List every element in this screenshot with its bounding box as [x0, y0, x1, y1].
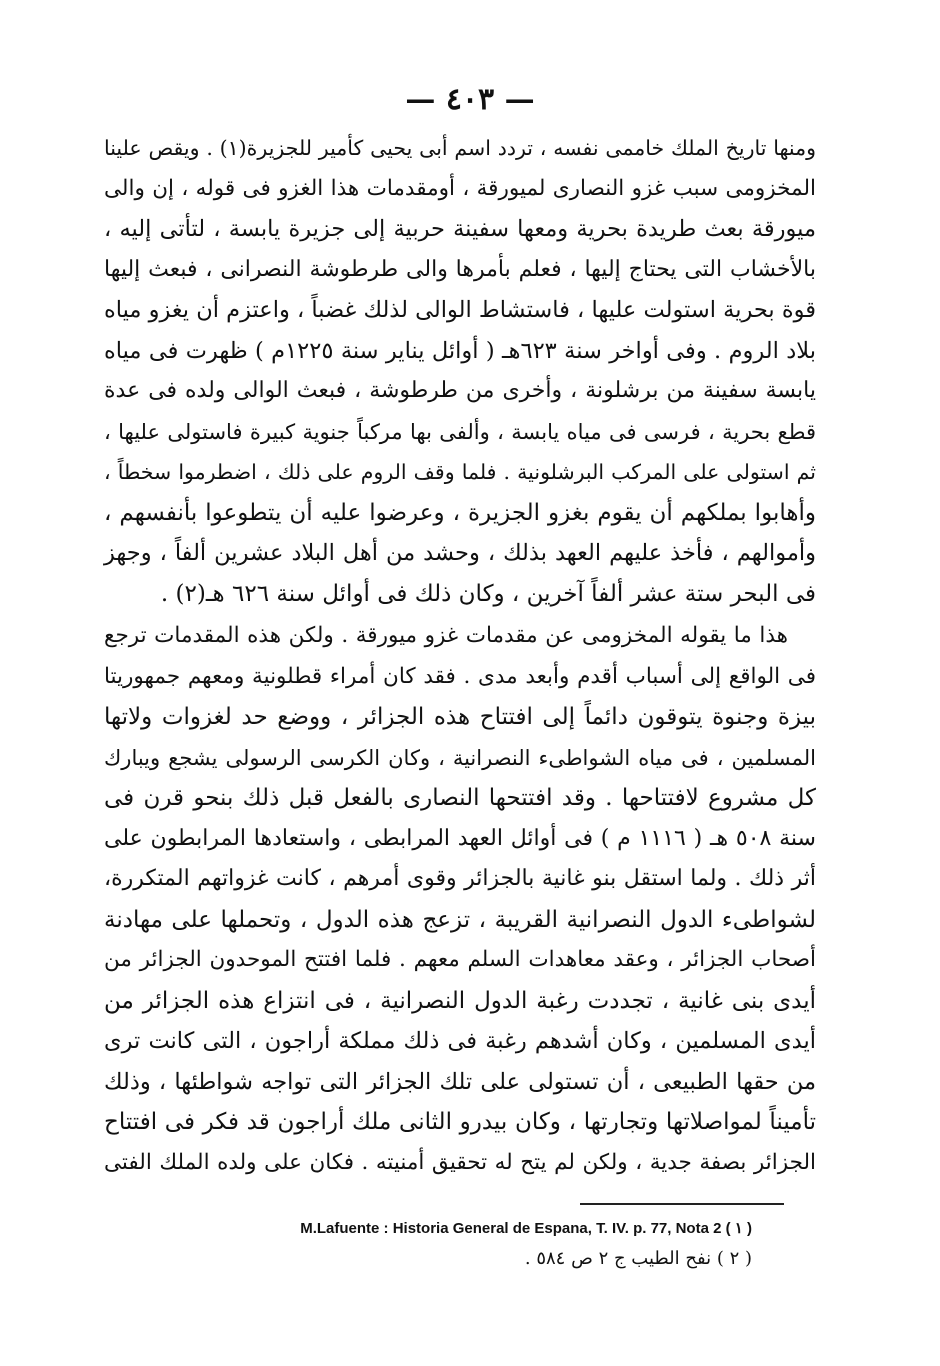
- text-line: أيدى المسلمين ، وكان أشدهم رغبة فى ذلك مملكة أراجون ، التى كانت ترى: [104, 1028, 816, 1054]
- text-line: بيزة وجنوة يتوقون دائماً إلى افتتاح هذه الجزائر ، ووضع حد لغزوات ولاتها: [104, 704, 816, 730]
- text-line: أيدى بنى غانية ، تجددت رغبة الدول النصرانية ، فى انتزاع هذه الجزائر من: [104, 987, 816, 1014]
- text-line: بالأخشاب التى يحتاج إليها ، فعلم بأمرها والى طرطوشة النصرانى ، فبعث إليها: [104, 256, 816, 282]
- text-line: فى البحر ستة عشر ألفاً آخرين ، وكان ذلك فى أوائل سنة ٦٢٦ هـ(٢) .: [160, 580, 816, 607]
- footnote-divider: [580, 1203, 784, 1205]
- text-line: المسلمين ، فى مياه الشواطىء النصرانية ، وكان الكرسى الرسولى يشجع ويبارك: [104, 745, 816, 770]
- text-line: تأميناً لمواصلاتها وتجارتها ، وكان بيدرو الثانى ملك أراجون قد فكر فى افتتاح: [104, 1109, 816, 1135]
- text-line: المخزومى سبب غزو النصارى لميورقة ، أومقدمات هذا الغزو فى قوله ، إن والى: [104, 175, 816, 201]
- text-line: فى الواقع إلى أسباب أقدم وأبعد مدى . فقد كان أمراء قطلونية ومعهم جمهوريتا: [104, 663, 816, 689]
- text-line: قطع بحرية ، فرسى فى مياه يابسة ، وألفى بها مركباً جنوية كبيرة فاستولى عليها ،: [104, 419, 816, 444]
- text-line: ثم استولى على المركب البرشلونية . فلما وقف الروم على ذلك ، اضطرموا سخطاً ،: [104, 460, 816, 484]
- paragraph-2: [104, 616, 816, 1183]
- text-line: ومنها تاريخ الملك خاممى نفسه ، تردد اسم أبى يحيى كأمير للجزيرة(١) . ويقص علينا: [104, 136, 817, 160]
- text-line: أثر ذلك . ولما استقل بنو غانية بالجزائر وقوى أمرهم ، كانت غزواتهم المتكررة،: [104, 866, 816, 891]
- text-line: لشواطىء الدول النصرانية القريبة ، تزعج هذه الدول ، وتحملها على مهادنة: [104, 906, 816, 933]
- text-line: هذا ما يقوله المخزومى عن مقدمات غزو ميورقة . ولكن هذه المقدمات ترجع: [104, 623, 788, 648]
- page-number: — ٤٠٣ —: [405, 82, 535, 117]
- text-line: يابسة سفينة من برشلونة ، وأخرى من طرطوشة ، فبعث الوالى ولده فى عدة: [104, 378, 816, 403]
- text-line: ميورقة بعث طريدة بحرية ومعها سفينة حربية إلى جزيرة يابسة ، لتأتى إليه ،: [104, 216, 816, 242]
- text-line: كل مشروع لافتتاحها . وقد افتتحها النصارى بالفعل قبل ذلك بنحو قرن فى: [104, 785, 816, 811]
- text-line: وأموالهم ، فأخذ عليهم العهد بذلك ، وحشد من أهل البلاد عشرين ألفاً ، وجهز: [104, 540, 816, 566]
- text-line: بلاد الروم . وفى أواخر سنة ٦٢٣هـ ( أوائل يناير سنة ١٢٢٥م ) ظهرت فى مياه: [104, 337, 816, 364]
- text-line: من حقها الطبيعى ، أن تستولى على تلك الجزائر التى تواجه شواطئها ، وذلك: [104, 1068, 816, 1095]
- text-line: سنة ٥٠٨ هـ ( ١١١٦ م ) فى أوائل العهد المرابطى ، واستعادها المرابطون على: [104, 825, 816, 851]
- text-line: وأهابوا بملكهم أن يقوم بغزو الجزيرة ، وعرضوا عليه أن يتطوعوا بأنفسهم ،: [104, 499, 816, 526]
- footnote-1: M.Lafuente : Historia General de Espana, T. IV. p. 77, Nota 2 ( ١ ): [300, 1220, 752, 1237]
- text-line: الجزائر بصفة جدية ، ولكن لم يتح له تحقيق أمنيته . فكان على ولده الملك الفتى: [104, 1149, 816, 1175]
- footnote-2: ( ٢ ) نفح الطيب ج ٢ ص ٥٨٤ .: [524, 1248, 752, 1269]
- text-line: قوة بحرية استولت عليها ، فاستشاط الوالى لذلك غضباً ، واعتزم أن يغزو مياه: [104, 297, 816, 323]
- paragraph-1: [104, 128, 816, 614]
- footnotes: [140, 1214, 752, 1274]
- body-text: [104, 128, 816, 1183]
- text-line: أصحاب الجزائر ، وعقد معاهدات السلم معهم . فلما افتتح الموحدون الجزائر من: [104, 947, 816, 972]
